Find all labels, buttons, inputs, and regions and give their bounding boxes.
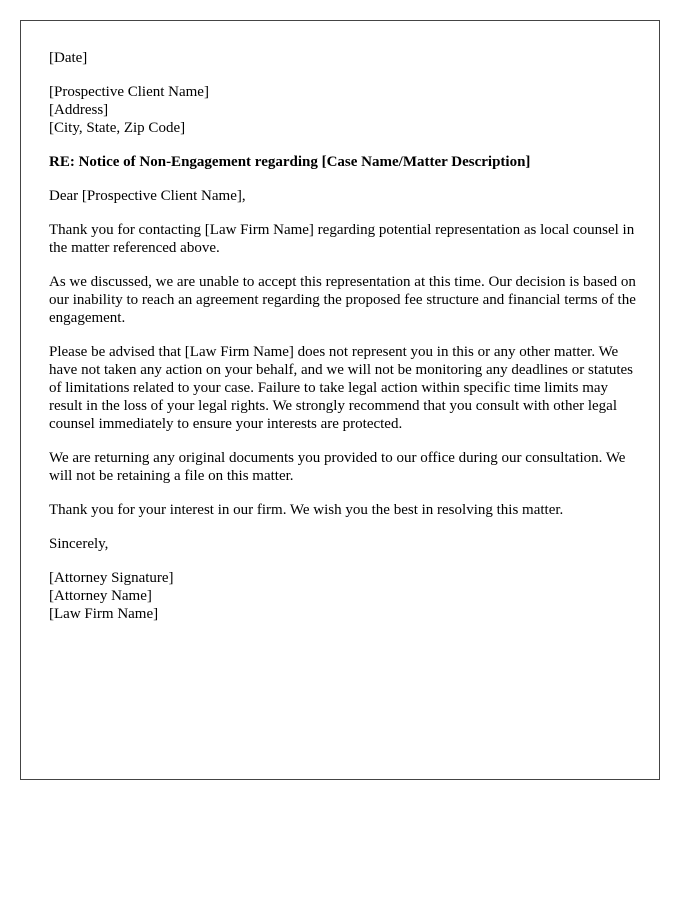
date-block — [49, 49, 639, 67]
paragraph-intro: Thank you for contacting [Law Firm Name] regarding potential representation as local counsel in the matter referenced above. — [49, 222, 635, 256]
recipient-name: [Prospective Client Name] — [49, 84, 209, 100]
recipient-address-block — [49, 83, 639, 137]
letter-date: [Date] — [49, 50, 88, 66]
recipient-city-state-zip: [City, State, Zip Code] — [49, 120, 186, 136]
salutation: Dear [Prospective Client Name], — [49, 188, 246, 204]
closing: Sincerely, — [49, 536, 109, 552]
attorney-signature: [Attorney Signature] — [49, 570, 174, 586]
signature-block — [49, 569, 639, 623]
letter-body — [49, 49, 639, 639]
subject-line: RE: Notice of Non-Engagement regarding [Case Name/Matter Description] — [49, 154, 531, 170]
law-firm-name: [Law Firm Name] — [49, 606, 159, 622]
paragraph-thanks: Thank you for your interest in our firm. We wish you the best in resolving this matter. — [49, 502, 564, 518]
paragraph-documents: We are returning any original documents you provided to our office during our consultation. We will not be retaining a file on this matter. — [49, 450, 626, 484]
paragraph-decision: As we discussed, we are unable to accept this representation at this time. Our decision is based on our inability to reach an agreement regarding the proposed fee structure and financial terms of the engagement. — [49, 274, 636, 326]
paragraph-advisory: Please be advised that [Law Firm Name] does not represent you in this or any other matter. We have not taken any action on your behalf, and we will not be monitoring any deadlines or statutes of limitations related to your case. Failure to take legal action within specific time limits may result in the loss of your legal rights. We strongly recommend that you consult with other legal counsel immediately to ensure your interests are protected. — [49, 344, 634, 432]
attorney-name: [Attorney Name] — [49, 588, 152, 604]
letter-page — [20, 20, 660, 780]
recipient-address: [Address] — [49, 102, 109, 118]
